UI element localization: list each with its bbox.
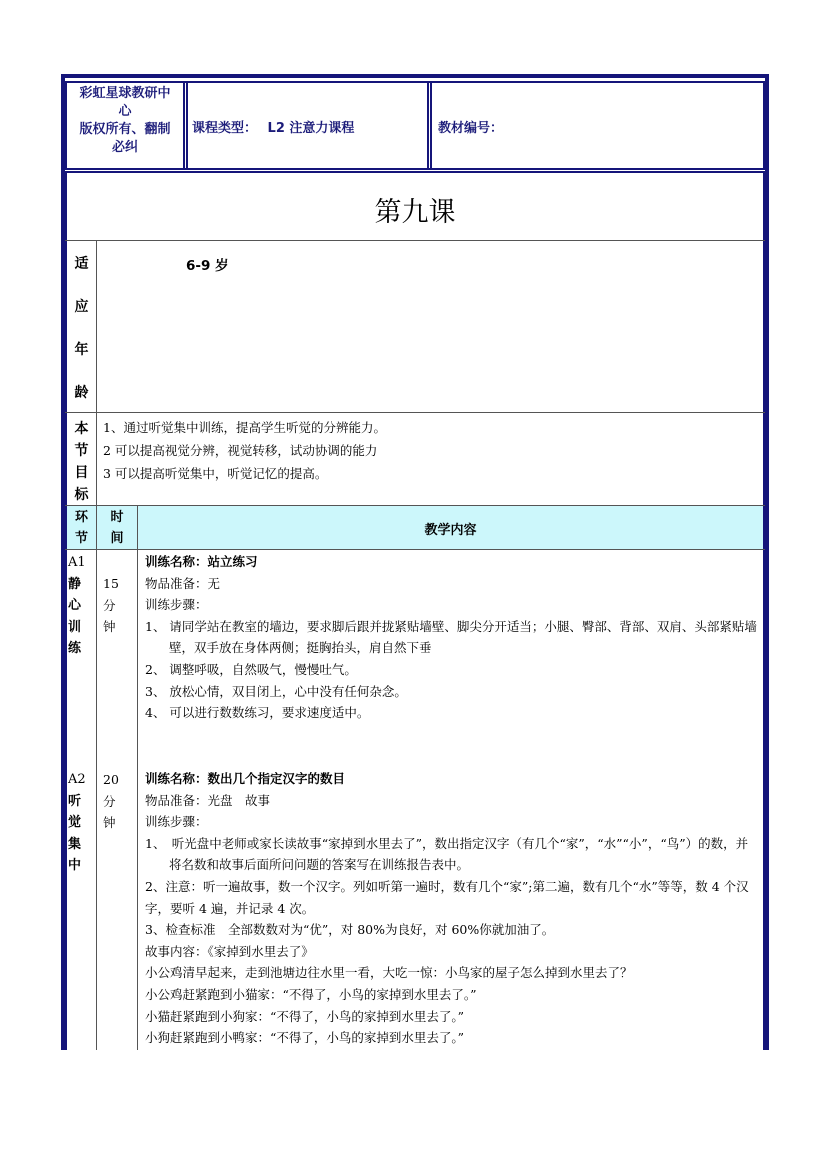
org-line-3: 版权所有、翻制	[79, 122, 171, 137]
training-name: 训练名称：站立练习	[145, 554, 258, 569]
steps-label: 训练步骤：	[145, 814, 208, 830]
section-a2-time: 20 分 钟	[103, 772, 119, 831]
section-column-header: 环 节	[74, 510, 88, 546]
story-line: 小公鸡赶紧跑到小猫家：“不得了，小鸟的家掉到水里去了。”	[145, 986, 477, 1002]
steps-label: 训练步骤：	[145, 597, 208, 613]
course-type-value: L2 注意力课程	[267, 121, 355, 136]
age-value: 6-9 岁	[186, 258, 229, 274]
goal-item: 2 可以提高视觉分辨，视觉转移，试动协调的能力	[103, 443, 378, 458]
copyright-notice	[67, 85, 183, 157]
section-a2-label: A2 听 觉 集 中	[68, 772, 86, 873]
step-item: 2、 调整呼吸，自然吸气，慢慢吐气。	[145, 661, 357, 677]
step-item: 2、注意：听一遍故事，数一个汉字。列如听第一遍时，数有几个“家”;第二遍，数有几个“水”等等，数 4 个汉字，要听 4 遍，并记录 4 次。	[145, 878, 749, 916]
step-item: 3、 放松心情，双目闭上，心中没有任何杂念。	[145, 683, 407, 699]
material-number	[438, 117, 738, 136]
content-column-header: 教学内容	[424, 523, 477, 538]
goals-list	[103, 416, 753, 485]
page-title: 第九课	[374, 197, 456, 228]
story-line: 小公鸡清早起来，走到池塘边往水里一看，大吃一惊：小鸟家的屋子怎么掉到水里去了？	[145, 965, 633, 981]
training-name: 训练名称：数出几个指定汉字的数目	[145, 771, 346, 786]
story-line: 小猫赶紧跑到小狗家：“不得了，小鸟的家掉到水里去了。”	[145, 1008, 465, 1024]
step-item: 3、检查标准 全部数数对为“优”，对 80%为良好，对 60%你就加油了。	[145, 922, 555, 938]
step-item: 1、 听光盘中老师或家长读故事“家掉到水里去了”，数出指定汉字（有几个“家”，“水”“小”，“鸟”）的数，并将名数和故事后面所问问题的答案写在训练报告表中。	[145, 835, 749, 873]
org-line-1: 彩虹星球教研中	[79, 86, 171, 101]
section-a1-time: 15 分 钟	[103, 576, 119, 635]
materials: 物品准备：无	[145, 575, 221, 591]
material-number-label: 教材编号：	[438, 121, 504, 136]
section-a1-label: A1 静 心 训 练	[68, 555, 86, 656]
time-column-header: 时 间	[110, 510, 124, 546]
goal-item: 1、通过听觉集中训练，提高学生听觉的分辨能力。	[103, 420, 386, 435]
materials: 物品准备：光盘 故事	[145, 792, 271, 808]
goal-item: 3 可以提高听觉集中，听觉记忆的提高。	[103, 466, 328, 481]
course-type-label: 课程类型：	[192, 121, 258, 136]
step-item: 1、 请同学站在教室的墙边，要求脚后跟并拢紧贴墙壁、脚尖分开适当；小腿、臀部、背部、双肩、头部紧贴墙壁，双手放在身体两侧；挺胸抬头，肩自然下垂	[145, 618, 757, 656]
org-line-4: 必纠	[111, 140, 138, 155]
age-label: 适 应 年 龄	[74, 256, 89, 401]
goals-label: 本 节 目 标	[74, 421, 89, 503]
step-item: 4、 可以进行数数练习，要求速度适中。	[145, 705, 370, 721]
story-line: 小狗赶紧跑到小鸭家：“不得了，小鸟的家掉到水里去了。”	[145, 1030, 465, 1046]
org-line-2: 心	[118, 104, 132, 119]
section-a1-content	[145, 551, 757, 724]
course-type	[192, 117, 422, 136]
section-a2-content	[145, 768, 757, 1049]
story-title: 故事内容：《家掉到水里去了》	[145, 943, 314, 959]
